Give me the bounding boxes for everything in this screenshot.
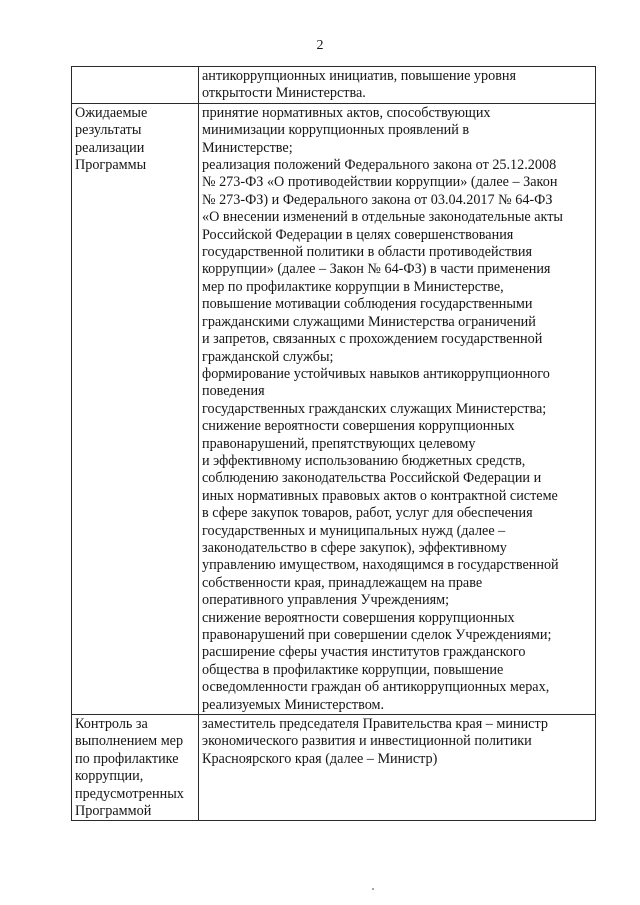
text-line: расширение сферы участия институтов гражданского [202, 644, 526, 661]
text-line: заместитель председателя Правительства края – министр [202, 716, 548, 733]
text-line: соблюдению законодательства Российской Федерации и [202, 470, 542, 487]
text-line: № 273-ФЗ) и Федерального закона от 03.04.2017 № 64-ФЗ [202, 191, 553, 208]
table-row [72, 103, 596, 714]
label-line: Программой [75, 803, 152, 820]
label-line: выполнением мер [75, 733, 184, 750]
text-line: реализуемых Министерством. [202, 696, 385, 713]
text-line: осведомленности граждан об антикоррупционных мерах, [202, 679, 550, 696]
value-cell [199, 67, 596, 104]
text-line: гражданской службы; [202, 348, 334, 365]
label-line: предусмотренных [75, 785, 184, 802]
table-row [72, 715, 596, 821]
text-line: реализация положений Федерального закона от 25.12.2008 [202, 157, 557, 174]
text-line: собственности края, принадлежащем на праве [202, 574, 483, 591]
label-line: Ожидаемые [75, 104, 148, 121]
text-line: иных нормативных правовых актов о контрактной системе [202, 487, 558, 504]
text-line: антикоррупционных инициатив, повышение уровня [202, 68, 517, 84]
text-line: снижение вероятности совершения коррупционных [202, 418, 515, 435]
text-line: принятие нормативных актов, способствующих [202, 104, 491, 121]
label-line: по профилактике [75, 750, 179, 767]
text-line: Красноярского края (далее – Министр) [202, 750, 438, 767]
page-number: 2 [316, 38, 324, 53]
text-line: Министерстве; [202, 139, 293, 156]
label-cell [72, 103, 199, 714]
text-line: и запретов, связанных с прохождением государственной [202, 331, 543, 348]
text-line: открытости Министерства. [202, 85, 366, 102]
value-cell [199, 715, 596, 821]
text-line: № 273-ФЗ «О противодействии коррупции» (далее – Закон [202, 174, 558, 191]
label-line: результаты [75, 122, 142, 139]
label-line: Программы [75, 157, 147, 174]
text-line: повышение мотивации соблюдения государственными [202, 296, 533, 313]
text-line: в сфере закупок товаров, работ, услуг для обеспечения [202, 505, 533, 522]
label-cell [72, 715, 199, 821]
label-cell [72, 67, 199, 104]
label-line: Контроль за [75, 716, 148, 733]
text-line: государственной политики в области противодействия [202, 244, 532, 261]
scan-speck [372, 888, 374, 890]
text-line: законодательство в сфере закупок), эффективному [202, 539, 507, 556]
label-line: реализации [75, 139, 145, 156]
text-line: минимизации коррупционных проявлений в [202, 122, 470, 139]
text-line: государственных гражданских служащих Министерства; [202, 400, 547, 417]
text-line: коррупции» (далее – Закон № 64-ФЗ) в части применения [202, 261, 551, 278]
text-line: и эффективному использованию бюджетных средств, [202, 452, 526, 469]
program-passport-table [71, 66, 596, 821]
text-line: экономического развития и инвестиционной политики [202, 733, 532, 750]
value-cell [199, 103, 596, 714]
text-line: поведения [202, 383, 265, 400]
text-line: Российской Федерации в целях совершенствования [202, 226, 514, 243]
label-line: коррупции, [75, 768, 144, 785]
text-line: правонарушений, препятствующих целевому [202, 435, 476, 452]
text-line: «О внесении изменений в отдельные законодательные акты [202, 209, 563, 226]
text-line: оперативного управления Учреждениям; [202, 592, 450, 609]
text-line: мер по профилактике коррупции в Министерстве, [202, 278, 504, 295]
text-line: общества в профилактике коррупции, повышение [202, 661, 504, 678]
table-row [72, 67, 596, 104]
text-line: снижение вероятности совершения коррупционных [202, 609, 515, 626]
text-line: управлению имуществом, находящимся в государственной [202, 557, 559, 574]
text-line: государственных и муниципальных нужд (далее – [202, 522, 506, 539]
text-line: правонарушений при совершении сделок Учреждениями; [202, 627, 552, 643]
text-line: формирование устойчивых навыков антикоррупционного [202, 365, 550, 382]
text-line: гражданскими служащими Министерства ограничений [202, 313, 536, 330]
